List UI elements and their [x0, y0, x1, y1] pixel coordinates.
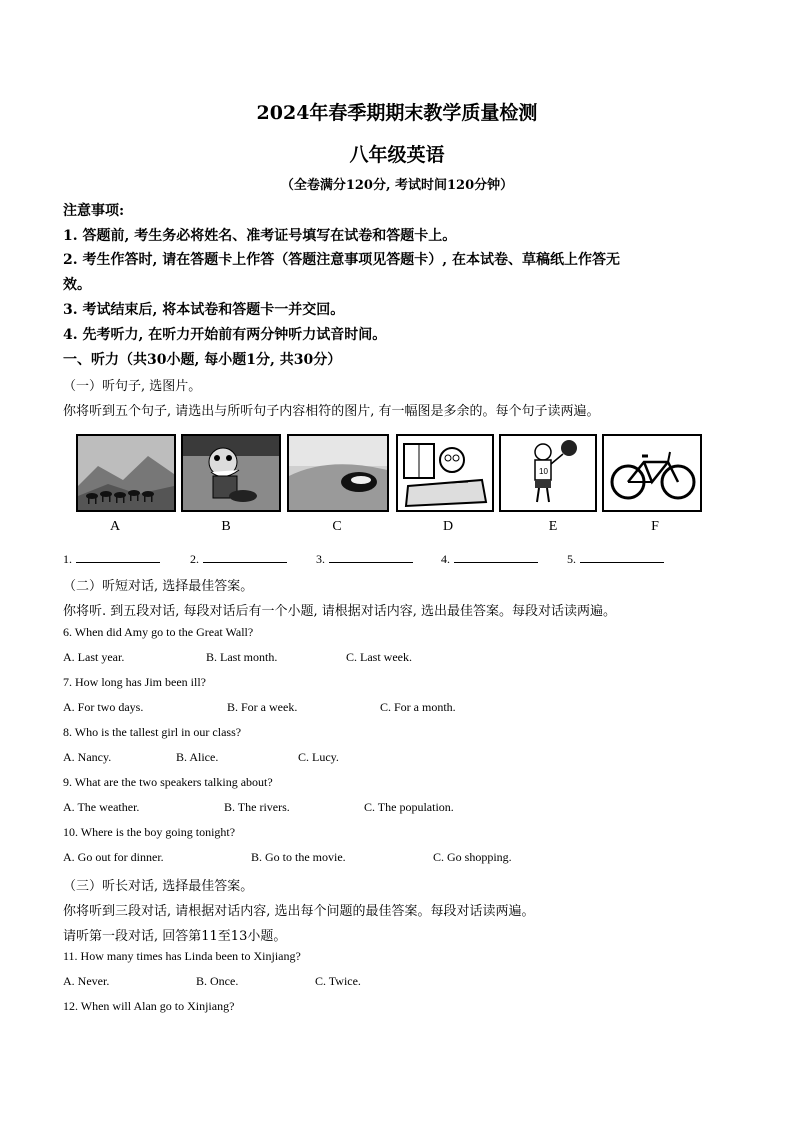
picture-label: A: [109, 519, 121, 534]
option-c[interactable]: C. For a month.: [380, 700, 456, 714]
option-c[interactable]: C. Last week.: [346, 650, 412, 664]
svg-text:10: 10: [539, 467, 548, 476]
notice-item: 2. 考生作答时, 请在答题卡上作答（答题注意事项见答题卡）, 在本试卷、草稿纸上作答无: [63, 252, 620, 268]
question-text: 7. How long has Jim been ill?: [63, 675, 206, 689]
option-b[interactable]: B. Last month.: [206, 650, 278, 664]
option-c[interactable]: C. Lucy.: [298, 750, 339, 764]
notice-item: 3. 考试结束后, 将本试卷和答题卡一并交回。: [63, 302, 345, 318]
option-a[interactable]: A. Last year.: [63, 650, 125, 664]
answer-blank[interactable]: 5.: [567, 550, 664, 567]
option-a[interactable]: A. The weather.: [63, 800, 140, 814]
picture-mouth-closeup: [287, 434, 389, 512]
part2-heading: （二）听短对话, 选择最佳答案。: [63, 579, 254, 594]
picture-bicycle: [602, 434, 702, 512]
notice-heading: 注意事项:: [63, 203, 125, 219]
notice-item: 1. 答题前, 考生务必将姓名、准考证号填写在试卷和答题卡上。: [63, 228, 457, 244]
option-b[interactable]: B. For a week.: [227, 700, 298, 714]
picture-label: C: [332, 519, 342, 534]
question-text: 6. When did Amy go to the Great Wall?: [63, 625, 254, 639]
picture-label: B: [221, 519, 231, 534]
exam-subtitle: 八年级英语: [349, 144, 445, 166]
question-text: 8. Who is the tallest girl in our class?: [63, 725, 242, 739]
option-c[interactable]: C. Twice.: [315, 974, 361, 988]
question-text: 12. When will Alan go to Xinjiang?: [63, 999, 235, 1013]
part1-instruction: 你将听到五个句子, 请选出与所听句子内容相符的图片, 有一幅图是多余的。每个句子读两遍。: [63, 404, 600, 419]
exam-title: 2024年春季期期末教学质量检测: [256, 102, 538, 124]
option-b[interactable]: B. Go to the movie.: [251, 850, 346, 864]
picture-label: E: [548, 519, 558, 534]
question-text: 9. What are the two speakers talking about?: [63, 775, 273, 789]
picture-label: D: [442, 519, 454, 534]
answer-blank[interactable]: 1.: [63, 550, 160, 567]
picture-cartoon-character: [181, 434, 281, 512]
notice-item: 4. 先考听力, 在听力开始前有两分钟听力试音时间。: [63, 327, 387, 343]
option-b[interactable]: B. Alice.: [176, 750, 219, 764]
option-a[interactable]: A. For two days.: [63, 700, 144, 714]
option-b[interactable]: B. The rivers.: [224, 800, 290, 814]
picture-boy-ping-pong: [499, 434, 597, 512]
notice-item: 效。: [63, 277, 91, 293]
picture-label: F: [651, 519, 659, 534]
part3-sub-instruction: 请听第一段对话, 回答第11至13小题。: [63, 929, 287, 944]
question-text: 11. How many times has Linda been to Xinjiang?: [63, 949, 301, 963]
option-b[interactable]: B. Once.: [196, 974, 239, 988]
answer-blank[interactable]: 4.: [441, 550, 538, 567]
exam-score-note: （全卷满分120分, 考试时间120分钟）: [280, 178, 514, 193]
question-text: 10. Where is the boy going tonight?: [63, 825, 236, 839]
option-a[interactable]: A. Go out for dinner.: [63, 850, 164, 864]
picture-boy-in-bed: [396, 434, 494, 512]
part1-heading: （一）听句子, 选图片。: [63, 379, 202, 394]
answer-blank[interactable]: 3.: [316, 550, 413, 567]
option-c[interactable]: C. The population.: [364, 800, 454, 814]
picture-desert-camels: [76, 434, 176, 512]
answer-blank[interactable]: 2.: [190, 550, 287, 567]
option-c[interactable]: C. Go shopping.: [433, 850, 512, 864]
option-a[interactable]: A. Nancy.: [63, 750, 112, 764]
part3-instruction: 你将听到三段对话, 请根据对话内容, 选出每个问题的最佳答案。每段对话读两遍。: [63, 904, 535, 919]
option-a[interactable]: A. Never.: [63, 974, 110, 988]
part2-instruction: 你将听. 到五段对话, 每段对话后有一个小题, 请根据对话内容, 选出最佳答案。每段对话读两遍。: [63, 604, 617, 619]
section-heading: 一、听力（共30小题, 每小题1分, 共30分）: [63, 352, 342, 368]
part3-heading: （三）听长对话, 选择最佳答案。: [63, 879, 254, 894]
